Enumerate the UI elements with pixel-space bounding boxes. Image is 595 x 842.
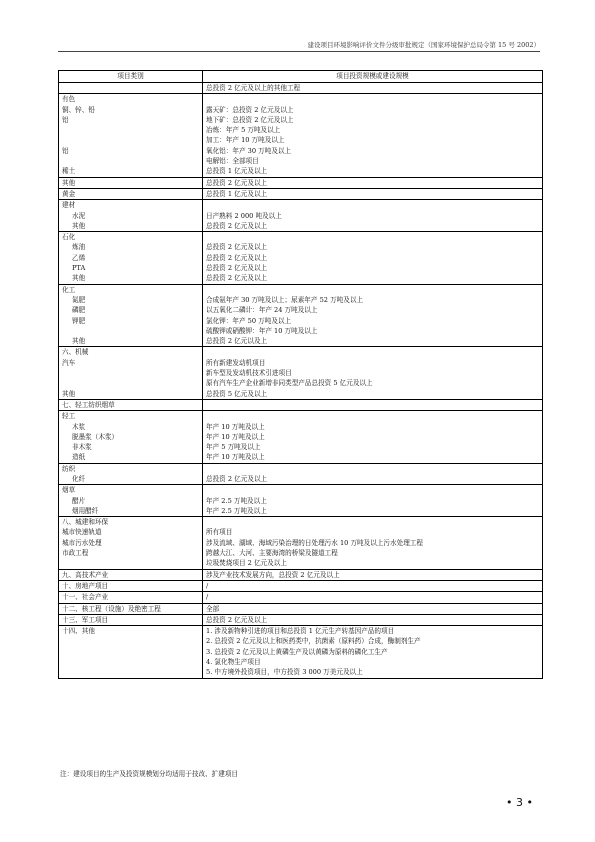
cell-category: 城市污水处理 <box>59 538 203 548</box>
cell-category <box>59 636 203 646</box>
cell-scale <box>203 94 543 105</box>
cell-scale <box>203 399 543 410</box>
table-row <box>59 614 543 625</box>
table-row <box>59 358 543 368</box>
table-row <box>59 326 543 336</box>
table-row <box>59 657 543 667</box>
table-row <box>59 667 543 678</box>
header-category: 项目类别 <box>59 71 203 83</box>
cell-category: 有色 <box>59 94 203 105</box>
table-row <box>59 485 543 496</box>
table-row <box>59 548 543 558</box>
cell-scale: 垃圾焚烧项目 2 亿元及以上 <box>203 558 543 569</box>
cell-scale: 总投资 2 亿元及以上 <box>203 253 543 263</box>
cell-scale: 涉及流域、湖域、海域污染治理的日处理污水 10 万吨及以上污水处理工程 <box>203 538 543 548</box>
table-header-row <box>59 71 543 83</box>
table-row <box>59 636 543 646</box>
cell-category: 非木浆 <box>59 442 203 452</box>
cell-category <box>59 647 203 657</box>
table-row <box>59 603 543 614</box>
header-rule <box>58 51 540 52</box>
cell-category <box>59 135 203 145</box>
cell-scale: 电解铝：全部项目 <box>203 156 543 166</box>
cell-scale: 总投资 2 亿元及以上 <box>203 242 543 252</box>
cell-scale: 总投资 2 亿元以及上 <box>203 336 543 347</box>
cell-category <box>59 368 203 378</box>
table-row <box>59 452 543 463</box>
table-row <box>59 284 543 295</box>
cell-scale: 涉及产业技术发展方向，总投资 2 亿元及以上 <box>203 569 543 580</box>
cell-category: PTA <box>59 263 203 273</box>
cell-scale: 跨越大江、大河、主要海湾的桥梁及隧道工程 <box>203 548 543 558</box>
table-row <box>59 569 543 580</box>
table-row <box>59 253 543 263</box>
table-row <box>59 115 543 125</box>
project-scale-table <box>58 70 543 679</box>
table-row <box>59 496 543 506</box>
cell-scale <box>203 463 543 474</box>
cell-category: 烟草 <box>59 485 203 496</box>
cell-category: 造纸 <box>59 452 203 463</box>
table-row <box>59 188 543 199</box>
cell-scale <box>203 485 543 496</box>
cell-category: 水泥 <box>59 211 203 221</box>
table-row <box>59 592 543 603</box>
table-row <box>59 432 543 442</box>
cell-category <box>59 125 203 135</box>
cell-scale <box>203 200 543 211</box>
table-row <box>59 517 543 528</box>
cell-scale <box>203 411 543 422</box>
cell-category: 铝 <box>59 146 203 156</box>
table-row <box>59 135 543 145</box>
cell-scale: 年产 5 万吨及以上 <box>203 442 543 452</box>
cell-scale: 4. 氯化物生产项目 <box>203 657 543 667</box>
cell-scale: / <box>203 580 543 591</box>
cell-category: 脱墨浆（木浆） <box>59 432 203 442</box>
table-row <box>59 125 543 135</box>
cell-category: 氮肥 <box>59 295 203 305</box>
table-row <box>59 442 543 452</box>
cell-category: 纺织 <box>59 463 203 474</box>
cell-category <box>59 326 203 336</box>
table-row <box>59 399 543 410</box>
cell-scale: 硫酸钾或硝酸钾：年产 10 万吨及以上 <box>203 326 543 336</box>
cell-category: 其他 <box>59 177 203 188</box>
cell-category: 铝 <box>59 115 203 125</box>
table-row <box>59 156 543 166</box>
cell-category: 七、轻工纺织烟草 <box>59 399 203 410</box>
running-header: 建设项目环境影响评价文件分级审批规定（国家环境保护总局令第 15 号 2002） <box>307 41 540 49</box>
cell-category: 铜、锌、铅 <box>59 105 203 115</box>
table-row <box>59 263 543 273</box>
cell-category: 十四、其他 <box>59 626 203 637</box>
table-row <box>59 506 543 517</box>
cell-category: 炼油 <box>59 242 203 252</box>
cell-scale: 2. 总投资 2 亿元及以上和医药类中，抗菌素（原料药）合成，酶制剂生产 <box>203 636 543 646</box>
table-row <box>59 378 543 388</box>
cell-category: 乙烯 <box>59 253 203 263</box>
cell-category: 建材 <box>59 200 203 211</box>
cell-category: 烟用醋纤 <box>59 506 203 517</box>
cell-scale: 露天矿：总投资 2 亿元及以上 <box>203 105 543 115</box>
table-row <box>59 336 543 347</box>
cell-category: 其他 <box>59 336 203 347</box>
cell-category: 其他 <box>59 221 203 232</box>
cell-scale: 年产 10 万吨及以上 <box>203 422 543 432</box>
cell-scale: 总投资 2 亿元及以上的其他工程 <box>203 83 543 94</box>
cell-scale: 总投资 2 亿元及以上 <box>203 614 543 625</box>
cell-category <box>59 667 203 678</box>
table-row <box>59 474 543 485</box>
header-scale: 项目投资规模或建设规模 <box>203 71 543 83</box>
cell-category: 城市快速轨道 <box>59 527 203 537</box>
table-row <box>59 422 543 432</box>
table-row <box>59 295 543 305</box>
cell-category: 化工 <box>59 284 203 295</box>
table-row <box>59 177 543 188</box>
cell-scale: 总投资 1 亿元及以上 <box>203 188 543 199</box>
table-row <box>59 626 543 637</box>
cell-scale: 总投资 2 亿元及以上 <box>203 177 543 188</box>
cell-category: 十三、军工项目 <box>59 614 203 625</box>
cell-category: 市政工程 <box>59 548 203 558</box>
cell-category: 钾肥 <box>59 316 203 326</box>
cell-scale: 年产 2.5 万吨及以上 <box>203 496 543 506</box>
table-row <box>59 305 543 315</box>
cell-scale: 1. 涉及新物种引进的项目和总投资 1 亿元生产转基因产品的项目 <box>203 626 543 637</box>
cell-scale: 全部 <box>203 603 543 614</box>
cell-scale <box>203 232 543 243</box>
cell-category <box>59 657 203 667</box>
cell-category: 十、房地产项目 <box>59 580 203 591</box>
cell-category: 六、机械 <box>59 347 203 358</box>
table-row <box>59 83 543 94</box>
page-number: • 3 • <box>506 796 533 809</box>
cell-scale: / <box>203 592 543 603</box>
cell-category: 其他 <box>59 389 203 400</box>
cell-category: 黄金 <box>59 188 203 199</box>
table-row <box>59 166 543 177</box>
cell-category: 轻工 <box>59 411 203 422</box>
table-row <box>59 389 543 400</box>
cell-scale <box>203 284 543 295</box>
cell-scale: 地下矿：总投资 2 亿元及以上 <box>203 115 543 125</box>
cell-scale: 3. 总投资 2 亿元及以上黄磷生产及以黄磷为原料的磷化工生产 <box>203 647 543 657</box>
cell-scale: 总投资 2 亿元及以上 <box>203 263 543 273</box>
cell-category: 石化 <box>59 232 203 243</box>
cell-scale: 所有新建发动机项目 <box>203 358 543 368</box>
table-row <box>59 273 543 284</box>
cell-category: 化纤 <box>59 474 203 485</box>
cell-scale: 加工：年产 10 万吨及以上 <box>203 135 543 145</box>
cell-category: 稀土 <box>59 166 203 177</box>
cell-scale: 新车型及发动机技术引进项目 <box>203 368 543 378</box>
table-row <box>59 316 543 326</box>
cell-scale: 以五氧化二磷计：年产 24 万吨及以上 <box>203 305 543 315</box>
table-row <box>59 647 543 657</box>
cell-scale: 年产 2.5 万吨及以上 <box>203 506 543 517</box>
cell-category <box>59 558 203 569</box>
table-row <box>59 463 543 474</box>
table-row <box>59 411 543 422</box>
table-row <box>59 368 543 378</box>
cell-scale: 原有汽车生产企业新增非同类型产品总投资 5 亿元及以上 <box>203 378 543 388</box>
cell-category: 其他 <box>59 273 203 284</box>
cell-category: 十一、社会产业 <box>59 592 203 603</box>
cell-scale <box>203 347 543 358</box>
cell-scale: 年产 10 万吨及以上 <box>203 432 543 442</box>
cell-scale: 合成氨年产 30 万吨及以上；尿素年产 52 万吨及以上 <box>203 295 543 305</box>
cell-scale: 所有项目 <box>203 527 543 537</box>
cell-category: 汽车 <box>59 358 203 368</box>
table-row <box>59 242 543 252</box>
cell-scale: 年产 10 万吨及以上 <box>203 452 543 463</box>
cell-category: 十二、核工程（设施）及绝密工程 <box>59 603 203 614</box>
table-row <box>59 347 543 358</box>
table-row <box>59 200 543 211</box>
table-row <box>59 527 543 537</box>
cell-category <box>59 83 203 94</box>
cell-category: 八、城建和环保 <box>59 517 203 528</box>
cell-scale: 总投资 2 亿元及以上 <box>203 273 543 284</box>
cell-scale: 日产熟料 2 000 吨及以上 <box>203 211 543 221</box>
cell-scale: 氧化铝：年产 30 万吨及以上 <box>203 146 543 156</box>
cell-scale <box>203 517 543 528</box>
table-row <box>59 94 543 105</box>
cell-category <box>59 378 203 388</box>
cell-scale: 氯化钾：年产 50 万吨及以上 <box>203 316 543 326</box>
cell-scale: 总投资 2 亿元及以上 <box>203 221 543 232</box>
table-row <box>59 146 543 156</box>
table-row <box>59 221 543 232</box>
cell-scale: 总投资 5 亿元及以上 <box>203 389 543 400</box>
cell-category <box>59 156 203 166</box>
cell-category: 木浆 <box>59 422 203 432</box>
table-row <box>59 232 543 243</box>
footnote: 注：建设项目的生产及投资规模划分均适用于技改、扩建项目 <box>60 770 239 778</box>
cell-category: 醋片 <box>59 496 203 506</box>
cell-scale: 总投资 1 亿元及以上 <box>203 166 543 177</box>
cell-category: 磷肥 <box>59 305 203 315</box>
table-row <box>59 580 543 591</box>
table-row <box>59 538 543 548</box>
table-row <box>59 558 543 569</box>
cell-category: 九、高技术产业 <box>59 569 203 580</box>
table-row <box>59 211 543 221</box>
cell-scale: 总投资 2 亿元及以上 <box>203 474 543 485</box>
cell-scale: 5. 中方境外投资项目，中方投资 3 000 万美元及以上 <box>203 667 543 678</box>
table-row <box>59 105 543 115</box>
cell-scale: 冶炼：年产 5 万吨及以上 <box>203 125 543 135</box>
